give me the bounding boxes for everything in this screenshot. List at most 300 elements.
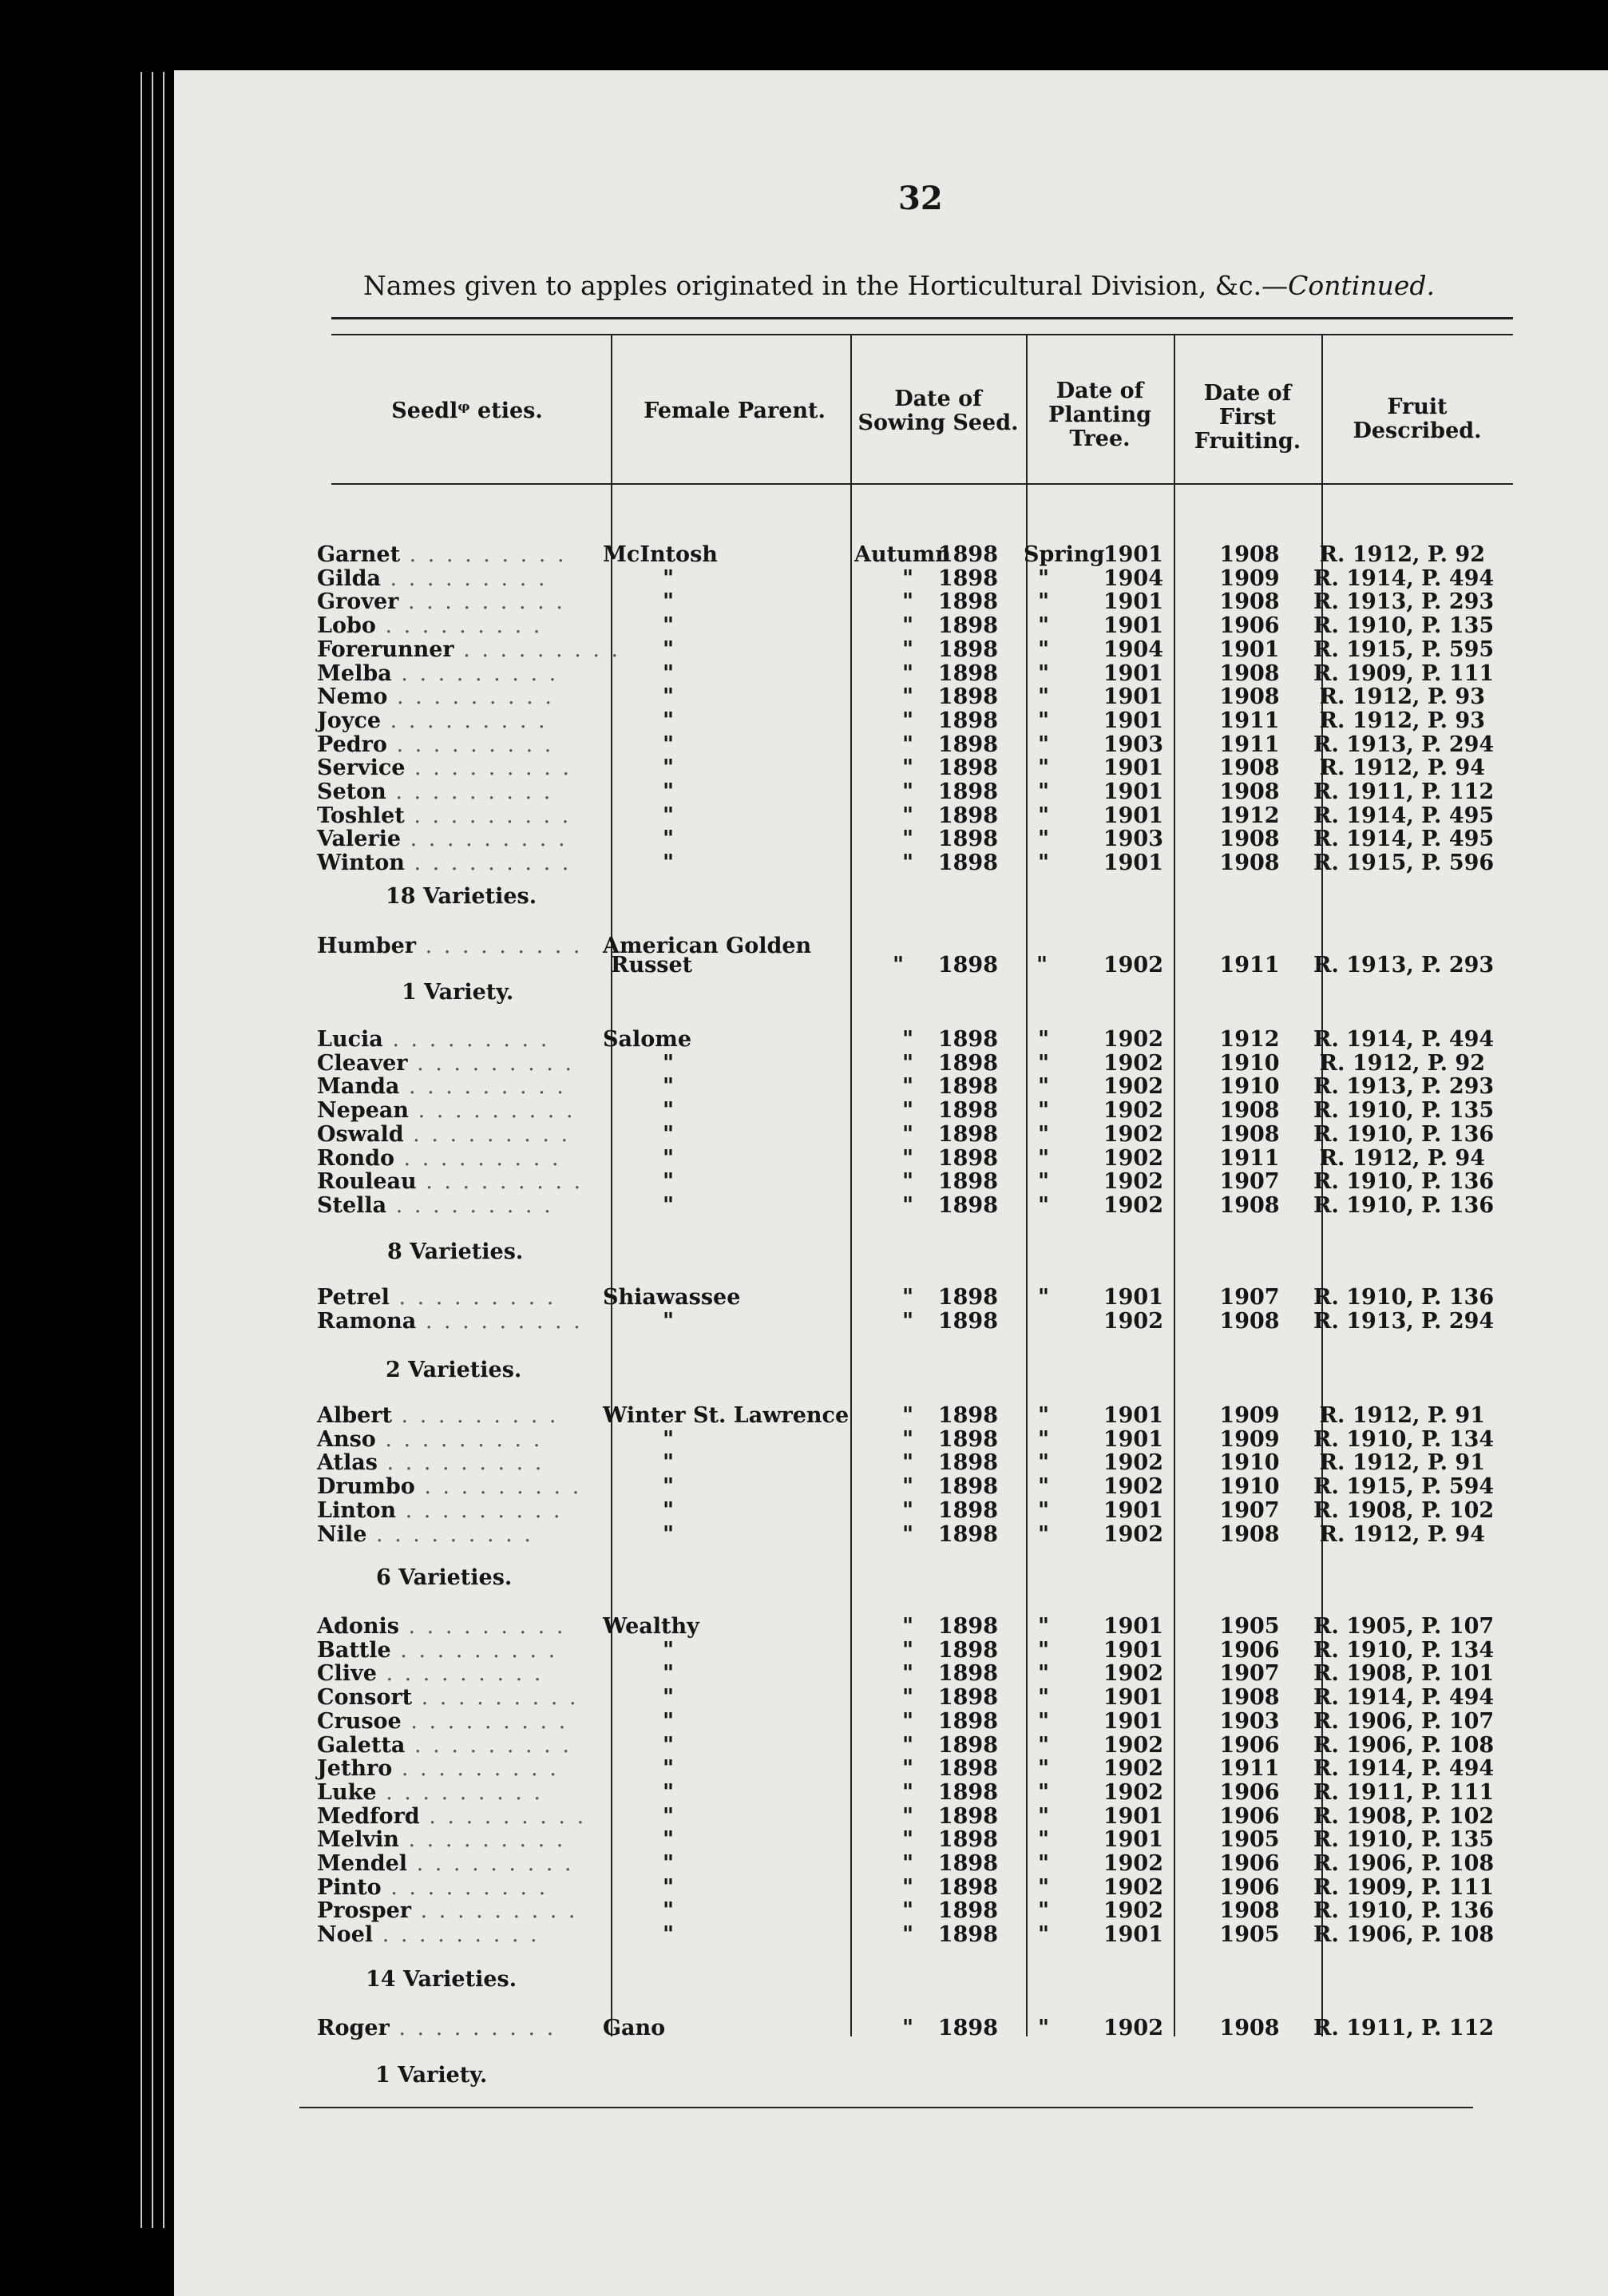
female-parent bbox=[663, 756, 674, 780]
fruit-described: R. 1911, P. 111 bbox=[1313, 1779, 1495, 1805]
variety-name: Nile bbox=[317, 1521, 367, 1547]
variety-name-cell bbox=[317, 1876, 548, 1900]
sowing-year: 1898 bbox=[937, 1521, 998, 1547]
first-fruiting: 1912 bbox=[1219, 803, 1280, 828]
first-fruiting: 1906 bbox=[1219, 1779, 1280, 1805]
planting-season: " bbox=[1038, 636, 1050, 662]
sowing-season: " bbox=[902, 1050, 914, 1076]
fruit-described: R. 1906, P. 107 bbox=[1313, 1708, 1495, 1734]
header-sowing: Date of Sowing Seed. bbox=[857, 387, 1019, 435]
fruit-described: R. 1910, P. 136 bbox=[1313, 1169, 1495, 1195]
fruit-described: R. 1912, P. 94 bbox=[1319, 1521, 1485, 1547]
fruit-described: R. 1914, P. 494 bbox=[1313, 1756, 1495, 1782]
leader-dots: . . . . . . . . . bbox=[416, 934, 583, 958]
variety-name-cell bbox=[317, 1404, 558, 1428]
leader-dots: . . . . . . . . . bbox=[376, 1661, 544, 1687]
female-parent-text: " bbox=[663, 1169, 675, 1195]
female-parent-text: " bbox=[663, 1098, 675, 1124]
leader-dots: . . . . . . . . . bbox=[389, 2016, 556, 2040]
first-fruiting: 1907 bbox=[1219, 1169, 1280, 1195]
planting-season: " bbox=[1038, 755, 1050, 781]
leader-dots: . . . . . . . . . bbox=[376, 1779, 544, 1805]
fruit-described: R. 1915, P. 595 bbox=[1313, 636, 1495, 662]
planting-season: " bbox=[1038, 1922, 1050, 1948]
female-parent bbox=[663, 1781, 674, 1805]
variety-name: Rondo bbox=[317, 1145, 394, 1171]
variety-name-cell bbox=[317, 1286, 556, 1310]
fruit-described: R. 1914, P. 494 bbox=[1313, 565, 1495, 591]
sowing-season: " bbox=[902, 755, 914, 781]
variety-name: Melvin bbox=[317, 1827, 399, 1853]
variety-name: Service bbox=[317, 755, 406, 781]
fruit-described: R. 1910, P. 136 bbox=[1313, 1285, 1495, 1310]
leader-dots: . . . . . . . . . bbox=[405, 1732, 572, 1758]
first-fruiting: 1910 bbox=[1219, 1474, 1280, 1500]
female-parent-text: " bbox=[663, 1922, 675, 1948]
leader-dots: . . . . . . . . . bbox=[414, 1474, 582, 1500]
planting-year: 1902 bbox=[1103, 1098, 1163, 1124]
leader-dots: . . . . . . . . . bbox=[399, 1074, 566, 1100]
variety-name: Grover bbox=[317, 589, 399, 615]
sowing-season: " bbox=[893, 953, 905, 977]
variety-name: Mendel bbox=[317, 1851, 408, 1876]
planting-season: " bbox=[1038, 1614, 1050, 1639]
leader-dots: . . . . . . . . . bbox=[405, 755, 572, 781]
fruit-described: R. 1913, P. 293 bbox=[1313, 953, 1495, 977]
female-parent bbox=[663, 1923, 674, 1947]
female-parent-text: " bbox=[663, 1145, 675, 1171]
variety-name: Prosper bbox=[317, 1898, 412, 1924]
first-fruiting: 1911 bbox=[1219, 1145, 1280, 1171]
sowing-year: 1898 bbox=[937, 755, 998, 781]
sowing-season: " bbox=[902, 660, 914, 686]
planting-year: 1902 bbox=[1103, 1898, 1163, 1924]
first-fruiting: 1910 bbox=[1219, 1074, 1280, 1100]
planting-season: " bbox=[1038, 1027, 1050, 1052]
sowing-season: " bbox=[902, 1169, 914, 1195]
leader-dots: . . . . . . . . . bbox=[411, 1898, 578, 1924]
planting-year: 1901 bbox=[1103, 613, 1163, 639]
leader-dots: . . . . . . . . . bbox=[387, 684, 554, 710]
fruit-described: R. 1913, P. 293 bbox=[1313, 589, 1495, 615]
planting-season: " bbox=[1038, 779, 1050, 804]
fruit-described: R. 1912, P. 91 bbox=[1319, 1403, 1485, 1428]
planting-season: " bbox=[1038, 803, 1050, 828]
fruit-described: R. 1909, P. 111 bbox=[1313, 1874, 1495, 1900]
group-total: 2 Varieties. bbox=[386, 1358, 522, 1382]
variety-name: Seton bbox=[317, 779, 386, 804]
group-total: 1 Variety. bbox=[402, 980, 514, 1005]
sowing-season: " bbox=[902, 1851, 914, 1876]
sowing-year: 1898 bbox=[937, 953, 998, 977]
first-fruiting: 1911 bbox=[1219, 732, 1280, 757]
sowing-season: " bbox=[902, 1637, 914, 1663]
sowing-year: 1898 bbox=[937, 1732, 998, 1758]
fruit-described: R. 1909, P. 111 bbox=[1313, 660, 1495, 686]
leader-dots: . . . . . . . . . bbox=[389, 1285, 556, 1310]
sowing-season: " bbox=[902, 1661, 914, 1687]
female-parent-text: " bbox=[663, 1898, 675, 1924]
first-fruiting: 1911 bbox=[1219, 708, 1280, 733]
planting-year: 1902 bbox=[1103, 1661, 1163, 1687]
group-total: 8 Varieties. bbox=[387, 1239, 524, 1264]
female-parent bbox=[663, 1475, 674, 1499]
header-fruiting: Date of First Fruiting. bbox=[1194, 381, 1301, 454]
sowing-year: 1898 bbox=[937, 851, 998, 876]
sowing-year: 1898 bbox=[937, 1497, 998, 1523]
variety-name: Ramona bbox=[317, 1308, 417, 1334]
sowing-year: 1898 bbox=[937, 1708, 998, 1734]
female-parent-text: Salome bbox=[603, 1027, 692, 1052]
planting-year: 1902 bbox=[1103, 1474, 1163, 1500]
sowing-season: " bbox=[902, 1121, 914, 1147]
planting-year: 1901 bbox=[1103, 1285, 1163, 1310]
header-female-parent: Female Parent. bbox=[644, 399, 826, 423]
planting-season: " bbox=[1038, 1732, 1050, 1758]
variety-name-cell bbox=[317, 851, 571, 875]
variety-name-cell bbox=[317, 1075, 566, 1099]
fruit-described: R. 1906, P. 108 bbox=[1313, 1732, 1495, 1758]
planting-year: 1901 bbox=[1103, 1614, 1163, 1639]
variety-name-cell bbox=[317, 780, 553, 804]
planting-year: 1901 bbox=[1103, 1685, 1163, 1711]
leader-dots: . . . . . . . . . bbox=[380, 565, 548, 591]
variety-name-cell bbox=[317, 1828, 565, 1852]
variety-name: Pinto bbox=[317, 1874, 382, 1900]
planting-year: 1902 bbox=[1103, 1779, 1163, 1805]
first-fruiting: 1907 bbox=[1219, 1497, 1280, 1523]
planting-season: " bbox=[1038, 1803, 1050, 1829]
female-parent-text: " bbox=[663, 1661, 675, 1687]
planting-season: " bbox=[1038, 708, 1050, 733]
planting-season: " bbox=[1038, 2016, 1050, 2040]
fruit-described: R. 1912, P. 91 bbox=[1319, 1450, 1485, 1476]
variety-name: Oswald bbox=[317, 1121, 404, 1147]
female-parent-text: " bbox=[663, 1192, 675, 1218]
planting-year: 1902 bbox=[1103, 953, 1163, 977]
planting-season: " bbox=[1038, 1098, 1050, 1124]
female-parent-text: " bbox=[663, 1450, 675, 1476]
first-fruiting: 1911 bbox=[1219, 953, 1280, 977]
planting-year: 1902 bbox=[1103, 1027, 1163, 1052]
first-fruiting: 1908 bbox=[1219, 1685, 1280, 1711]
table-caption bbox=[363, 270, 1435, 301]
female-parent-text: " bbox=[663, 1497, 675, 1523]
sowing-season: " bbox=[902, 1756, 914, 1782]
female-parent-text: " bbox=[663, 851, 675, 876]
female-parent bbox=[663, 827, 674, 851]
variety-name: Galetta bbox=[317, 1732, 406, 1758]
sowing-season: " bbox=[902, 1922, 914, 1948]
variety-name: Lobo bbox=[317, 613, 376, 639]
page-number: 32 bbox=[898, 180, 943, 217]
female-parent-text: " bbox=[663, 732, 675, 757]
sowing-year: 1898 bbox=[937, 779, 998, 804]
planting-year: 1902 bbox=[1103, 1169, 1163, 1195]
planting-year: 1902 bbox=[1103, 1521, 1163, 1547]
sowing-season: " bbox=[902, 613, 914, 639]
sowing-season: " bbox=[902, 779, 914, 804]
planting-season: " bbox=[1038, 732, 1050, 757]
female-parent-text: " bbox=[663, 1779, 675, 1805]
leader-dots: . . . . . . . . . bbox=[407, 1851, 574, 1876]
sowing-year: 1898 bbox=[937, 1145, 998, 1171]
female-parent bbox=[663, 1499, 674, 1523]
first-fruiting: 1912 bbox=[1219, 1027, 1280, 1052]
sowing-year: 1898 bbox=[937, 1803, 998, 1829]
female-parent-text: " bbox=[663, 1426, 675, 1452]
leader-dots: . . . . . . . . . bbox=[409, 1098, 576, 1124]
leader-dots: . . . . . . . . . bbox=[373, 1922, 540, 1948]
female-parent-text: " bbox=[663, 1521, 675, 1547]
planting-season: " bbox=[1038, 1050, 1050, 1076]
variety-name-cell bbox=[317, 1170, 583, 1194]
variety-name: Jethro bbox=[317, 1756, 393, 1782]
female-parent bbox=[663, 614, 674, 638]
female-parent bbox=[663, 1052, 674, 1076]
female-parent bbox=[663, 1523, 674, 1547]
female-parent bbox=[663, 1899, 674, 1923]
first-fruiting: 1908 bbox=[1219, 1308, 1280, 1334]
sowing-season: " bbox=[902, 1827, 914, 1853]
female-parent-text: " bbox=[663, 1637, 675, 1663]
leader-dots: . . . . . . . . . bbox=[403, 1121, 571, 1147]
variety-name: Atlas bbox=[317, 1450, 378, 1476]
sowing-year: 1898 bbox=[937, 1851, 998, 1876]
sowing-season: " bbox=[902, 1497, 914, 1523]
female-parent bbox=[663, 1734, 674, 1758]
sowing-year: 1898 bbox=[937, 708, 998, 733]
female-parent bbox=[663, 1310, 674, 1334]
female-parent bbox=[663, 1075, 674, 1099]
variety-name-cell bbox=[317, 804, 571, 828]
sowing-year: 1898 bbox=[937, 1685, 998, 1711]
planting-year: 1901 bbox=[1103, 1827, 1163, 1853]
female-parent-text: " bbox=[663, 1685, 675, 1711]
planting-year: 1901 bbox=[1103, 708, 1163, 733]
variety-name: Garnet bbox=[317, 542, 401, 567]
fruit-described: R. 1912, P. 93 bbox=[1319, 708, 1485, 733]
planting-year: 1904 bbox=[1103, 565, 1163, 591]
leader-dots: . . . . . . . . . bbox=[416, 1169, 584, 1195]
leader-dots: . . . . . . . . . bbox=[416, 1308, 583, 1334]
fruit-described: R. 1906, P. 108 bbox=[1313, 1851, 1495, 1876]
first-fruiting: 1901 bbox=[1219, 636, 1280, 662]
variety-name: Valerie bbox=[317, 827, 402, 852]
caption-text: Names given to apples originated in the Horticultural Division, &c.— bbox=[363, 270, 1289, 301]
variety-name: Manda bbox=[317, 1074, 400, 1100]
leader-dots: . . . . . . . . . bbox=[375, 1426, 543, 1452]
first-fruiting: 1908 bbox=[1219, 589, 1280, 615]
fruit-described: R. 1912, P. 94 bbox=[1319, 755, 1485, 781]
sowing-year: 1898 bbox=[937, 1779, 998, 1805]
top-rule-thin bbox=[331, 334, 1513, 335]
female-parent-text: " bbox=[663, 708, 675, 733]
sowing-year: 1898 bbox=[937, 1121, 998, 1147]
female-parent bbox=[663, 638, 674, 662]
first-fruiting: 1909 bbox=[1219, 1403, 1280, 1428]
planting-year: 1901 bbox=[1103, 755, 1163, 781]
leader-dots: . . . . . . . . . bbox=[401, 827, 568, 852]
planting-season: " bbox=[1038, 684, 1050, 710]
variety-name: Roger bbox=[317, 2016, 390, 2040]
sowing-year: 1898 bbox=[937, 732, 998, 757]
variety-name-cell bbox=[317, 638, 620, 662]
fruit-described: R. 1912, P. 92 bbox=[1319, 542, 1485, 567]
female-parent-text: " bbox=[663, 1121, 675, 1147]
planting-year: 1901 bbox=[1103, 589, 1163, 615]
bottom-rule bbox=[299, 2107, 1473, 2108]
fruit-described: R. 1910, P. 136 bbox=[1313, 1192, 1495, 1218]
leader-dots: . . . . . . . . . bbox=[382, 1027, 550, 1052]
variety-name: Winton bbox=[317, 851, 405, 876]
planting-season: " bbox=[1038, 1450, 1050, 1476]
fruit-described: R. 1905, P. 107 bbox=[1313, 1614, 1495, 1639]
variety-name-cell bbox=[317, 1475, 581, 1499]
fruit-described: R. 1914, P. 494 bbox=[1313, 1027, 1495, 1052]
sowing-season: " bbox=[902, 732, 914, 757]
planting-year: 1901 bbox=[1103, 1497, 1163, 1523]
variety-name-cell bbox=[317, 685, 554, 709]
variety-name: Clive bbox=[317, 1661, 377, 1687]
sowing-season: " bbox=[902, 589, 914, 615]
female-parent-text: Wealthy bbox=[603, 1614, 699, 1639]
leader-dots: . . . . . . . . . bbox=[404, 803, 572, 828]
variety-name: Cleaver bbox=[317, 1050, 408, 1076]
sowing-season: " bbox=[902, 851, 914, 876]
sowing-year: 1898 bbox=[937, 1874, 998, 1900]
sowing-season: " bbox=[902, 1027, 914, 1052]
planting-season: " bbox=[1038, 1521, 1050, 1547]
planting-year: 1901 bbox=[1103, 779, 1163, 804]
planting-year: 1901 bbox=[1103, 660, 1163, 686]
variety-name-cell bbox=[317, 709, 548, 733]
variety-name: Toshlet bbox=[317, 803, 405, 828]
top-rule bbox=[331, 317, 1513, 319]
female-parent bbox=[603, 1615, 699, 1639]
leader-dots: . . . . . . . . . bbox=[395, 1497, 563, 1523]
sowing-year: 1898 bbox=[937, 1074, 998, 1100]
sowing-year: 1898 bbox=[937, 660, 998, 686]
variety-name: Gilda bbox=[317, 565, 381, 591]
planting-year: 1902 bbox=[1103, 1074, 1163, 1100]
first-fruiting: 1910 bbox=[1219, 1050, 1280, 1076]
leader-dots: . . . . . . . . . bbox=[377, 1450, 545, 1476]
fruit-described: R. 1910, P. 135 bbox=[1313, 1098, 1495, 1124]
female-parent bbox=[603, 1404, 849, 1428]
fruit-described: R. 1912, P. 93 bbox=[1319, 684, 1485, 710]
column-divider bbox=[1174, 335, 1175, 2036]
sowing-year: 1898 bbox=[937, 542, 998, 567]
first-fruiting: 1910 bbox=[1219, 1450, 1280, 1476]
female-parent-text: " bbox=[663, 803, 675, 828]
variety-name-cell bbox=[317, 614, 542, 638]
first-fruiting: 1908 bbox=[1219, 660, 1280, 686]
female-parent-text: " bbox=[663, 660, 675, 686]
planting-season: " bbox=[1038, 1874, 1050, 1900]
leader-dots: . . . . . . . . . bbox=[398, 1827, 566, 1853]
fruit-described: R. 1914, P. 494 bbox=[1313, 1685, 1495, 1711]
leader-dots: . . . . . . . . . bbox=[400, 542, 567, 567]
sowing-season: " bbox=[902, 1874, 914, 1900]
female-parent-text: " bbox=[663, 565, 675, 591]
sowing-season: " bbox=[902, 636, 914, 662]
fruit-described: R. 1906, P. 108 bbox=[1313, 1922, 1495, 1948]
female-parent-text: " bbox=[663, 636, 675, 662]
female-parent bbox=[603, 2016, 665, 2040]
fruit-described: R. 1911, P. 112 bbox=[1313, 779, 1495, 804]
female-parent-text: " bbox=[663, 613, 675, 639]
planting-year: 1901 bbox=[1103, 851, 1163, 876]
variety-name: Forerunner bbox=[317, 636, 454, 662]
variety-name-cell bbox=[317, 733, 553, 757]
variety-name-cell bbox=[317, 2016, 556, 2040]
leader-dots: . . . . . . . . . bbox=[407, 1050, 575, 1076]
fruit-described: R. 1910, P. 135 bbox=[1313, 613, 1495, 639]
female-parent bbox=[663, 780, 674, 804]
leader-dots: . . . . . . . . . bbox=[412, 1685, 579, 1711]
first-fruiting: 1908 bbox=[1219, 1121, 1280, 1147]
female-parent bbox=[663, 1662, 674, 1686]
column-divider bbox=[850, 335, 852, 2036]
group-total: 1 Variety. bbox=[375, 2063, 488, 2088]
sowing-season: " bbox=[902, 1074, 914, 1100]
female-parent-text: " bbox=[663, 1308, 675, 1334]
first-fruiting: 1908 bbox=[1219, 1098, 1280, 1124]
sowing-season: " bbox=[902, 1192, 914, 1218]
female-parent-text: " bbox=[663, 684, 675, 710]
fruit-described: R. 1915, P. 594 bbox=[1313, 1474, 1495, 1500]
variety-name: Luke bbox=[317, 1779, 377, 1805]
planting-year: 1901 bbox=[1103, 1803, 1163, 1829]
female-parent-text: " bbox=[663, 1474, 675, 1500]
fruit-described: R. 1910, P. 135 bbox=[1313, 1827, 1495, 1853]
variety-name: Rouleau bbox=[317, 1169, 417, 1195]
leader-dots: . . . . . . . . . bbox=[390, 1637, 558, 1663]
female-parent bbox=[603, 1028, 691, 1052]
first-fruiting: 1905 bbox=[1219, 1614, 1280, 1639]
fruit-described: R. 1910, P. 136 bbox=[1313, 1121, 1495, 1147]
variety-name-cell bbox=[317, 1451, 544, 1475]
sowing-season: " bbox=[902, 803, 914, 828]
sowing-year: 1898 bbox=[937, 1027, 998, 1052]
female-parent-text: " bbox=[663, 1756, 675, 1782]
header-described: Fruit Described. bbox=[1353, 395, 1482, 443]
planting-year: 1901 bbox=[1103, 542, 1163, 567]
sowing-season: " bbox=[902, 1685, 914, 1711]
variety-name-cell bbox=[317, 1734, 572, 1758]
first-fruiting: 1905 bbox=[1219, 1827, 1280, 1853]
variety-name: Drumbo bbox=[317, 1474, 415, 1500]
column-divider bbox=[1026, 335, 1028, 2036]
fruit-described: R. 1908, P. 102 bbox=[1313, 1497, 1495, 1523]
first-fruiting: 1908 bbox=[1219, 851, 1280, 876]
first-fruiting: 1908 bbox=[1219, 779, 1280, 804]
female-parent-line2: Russet bbox=[611, 953, 693, 977]
sowing-season: " bbox=[902, 1098, 914, 1124]
planting-season: " bbox=[1038, 660, 1050, 686]
sowing-season: " bbox=[902, 1285, 914, 1310]
planting-year: 1902 bbox=[1103, 1050, 1163, 1076]
planting-season: " bbox=[1036, 953, 1048, 977]
planting-year: 1902 bbox=[1103, 1145, 1163, 1171]
variety-name: Nepean bbox=[317, 1098, 410, 1124]
female-parent bbox=[663, 804, 674, 828]
variety-name-cell bbox=[317, 1310, 583, 1334]
variety-name: Albert bbox=[317, 1403, 392, 1428]
leader-dots: . . . . . . . . . bbox=[366, 1521, 533, 1547]
variety-name-cell bbox=[317, 1852, 574, 1876]
